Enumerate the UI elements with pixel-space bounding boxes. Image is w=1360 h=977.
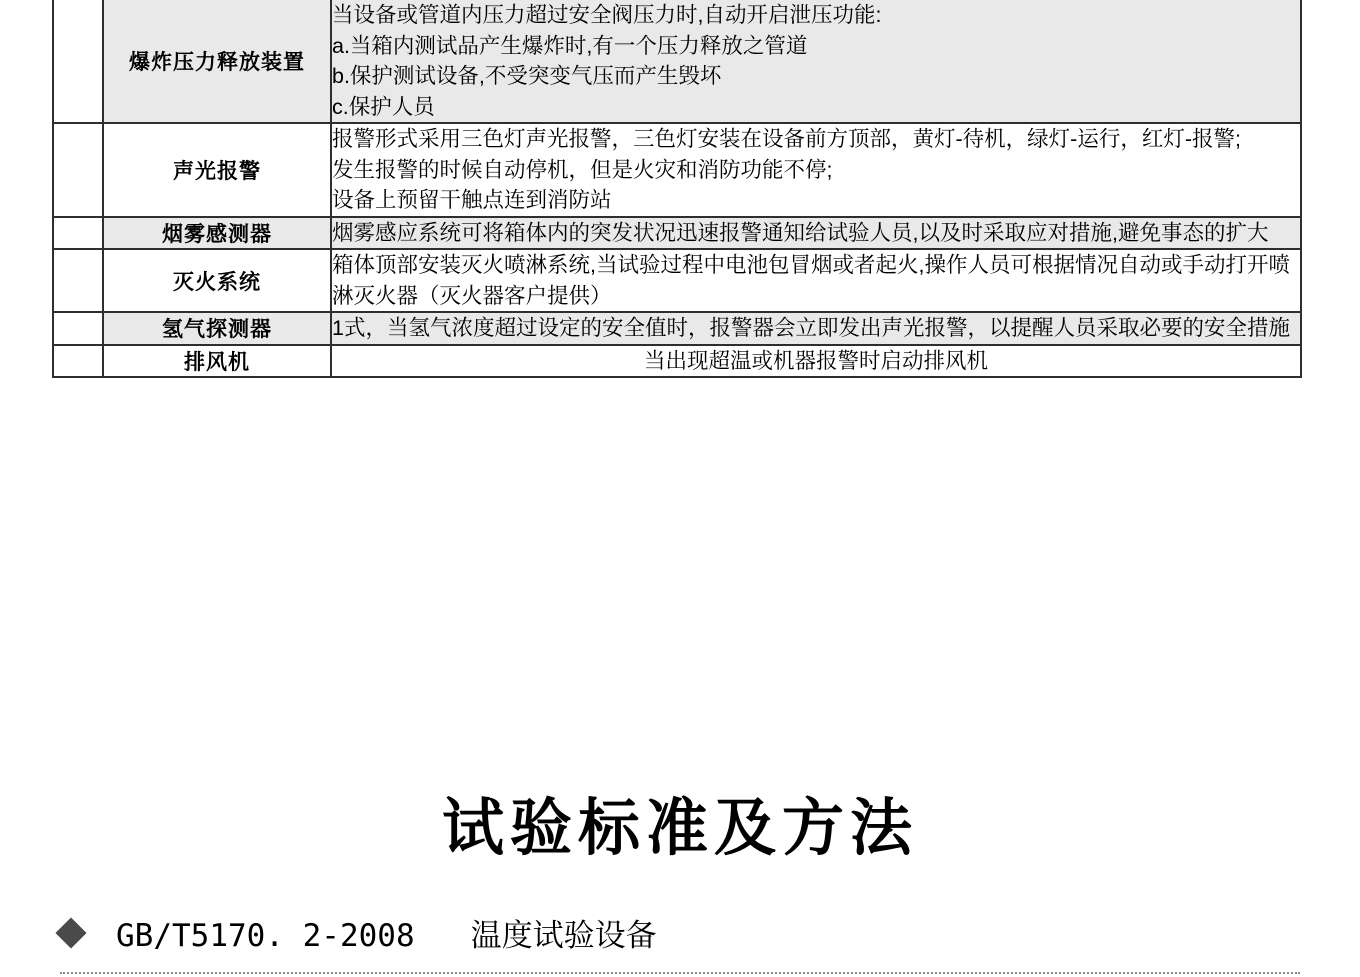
description-line: b.保护测试设备,不受突变气压而产生毁坏 [332, 64, 722, 89]
table-row [53, 312, 1301, 345]
row-label-cell: 声光报警 [103, 123, 331, 217]
table-row [53, 249, 1301, 312]
row-gutter-cell [53, 345, 103, 378]
row-label-cell: 爆炸压力释放装置 [103, 0, 331, 123]
description-line: 发生报警的时候自动停机，但是火灾和消防功能不停; [332, 157, 833, 182]
row-gutter-cell [53, 249, 103, 312]
description-line: c.保护人员 [332, 94, 435, 119]
standard-name: 温度试验设备 [470, 918, 657, 954]
description-line: 1式，当氢气浓度超过设定的安全值时，报警器会立即发出声光报警，以提醒人员采取必要的安全措施 [332, 316, 1290, 341]
bottom-divider [60, 972, 1300, 974]
row-description-cell [331, 217, 1301, 250]
description-line: 报警形式采用三色灯声光报警，三色灯安装在设备前方顶部，黄灯-待机，绿灯-运行，红灯-报警; [332, 127, 1241, 152]
table-row [53, 345, 1301, 378]
row-description-cell [331, 0, 1301, 123]
row-label-cell: 排风机 [103, 345, 331, 378]
spec-table-body [53, 0, 1301, 377]
row-label-cell: 氢气探测器 [103, 312, 331, 345]
section-title: 试验标准及方法 [441, 791, 918, 864]
standard-bullet-item [60, 910, 657, 955]
row-label-cell: 灭火系统 [103, 249, 331, 312]
row-gutter-cell [53, 0, 103, 123]
standard-text [116, 910, 657, 955]
description-line: 当出现超温或机器报警时启动排风机 [643, 348, 988, 373]
spec-table-container [52, 0, 1302, 378]
table-row [53, 217, 1301, 250]
row-gutter-cell [53, 123, 103, 217]
table-row [53, 123, 1301, 217]
row-description-cell [331, 312, 1301, 345]
description-line: a.当箱内测试品产生爆炸时,有一个压力释放之管道 [332, 33, 808, 58]
description-line: 箱体顶部安装灭火喷淋系统,当试验过程中电池包冒烟或者起火,操作人员可根据情况自动或手动打开喷淋灭火器（灭火器客户提供） [332, 253, 1290, 308]
description-line: 设备上预留干触点连到消防站 [332, 188, 612, 213]
diamond-bullet-icon [55, 917, 86, 948]
row-description-cell [331, 123, 1301, 217]
table-row [53, 0, 1301, 123]
description-line: 当设备或管道内压力超过安全阀压力时,自动开启泄压功能: [332, 3, 882, 27]
row-description-cell [331, 345, 1301, 378]
row-gutter-cell [53, 312, 103, 345]
row-label-cell: 烟雾感测器 [103, 217, 331, 250]
row-gutter-cell [53, 217, 103, 250]
standard-code: GB/T5170. 2-2008 [116, 918, 415, 954]
description-line: 烟雾感应系统可将箱体内的突发状况迅速报警通知给试验人员,以及时采取应对措施,避免事态的扩大 [332, 220, 1269, 245]
row-description-cell [331, 249, 1301, 312]
spec-table [52, 0, 1302, 378]
